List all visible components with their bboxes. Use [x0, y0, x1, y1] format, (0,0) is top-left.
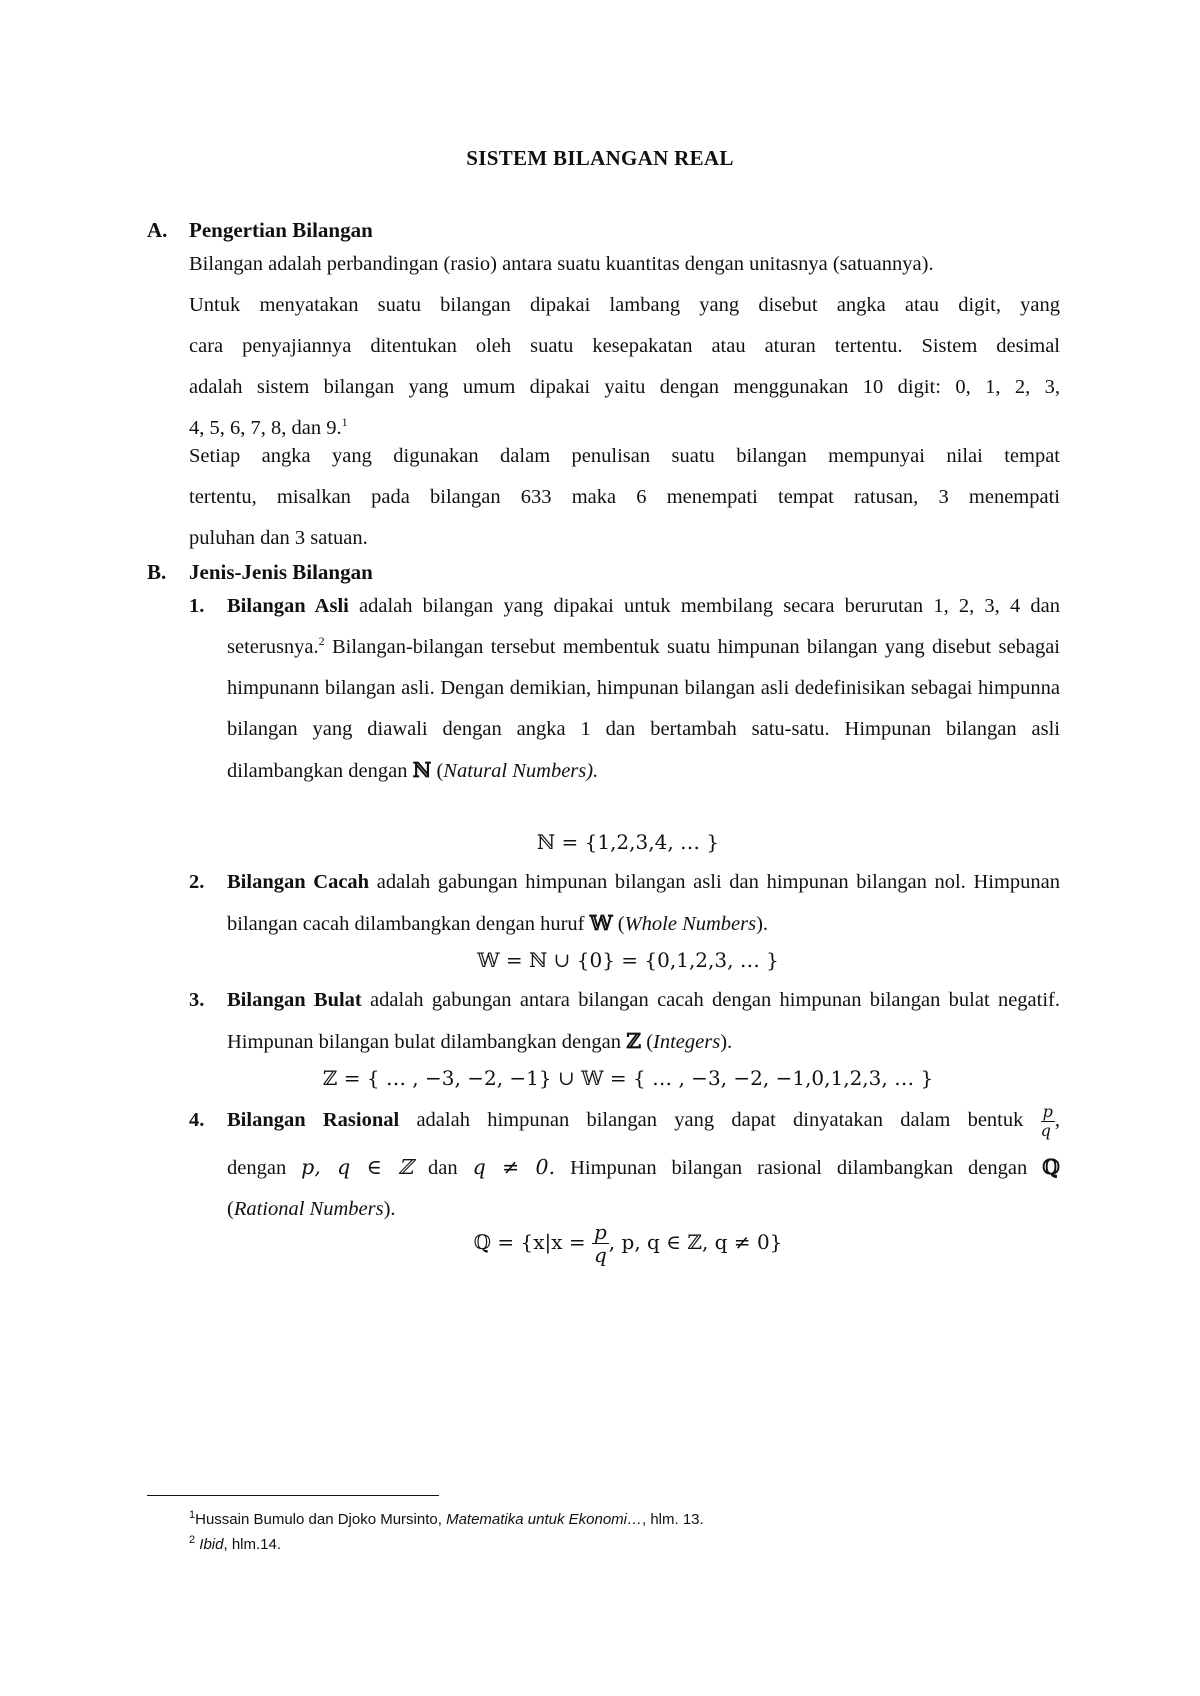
item-text: ). — [383, 1198, 396, 1220]
section-a-paragraph-2 — [189, 436, 1060, 559]
item-text: adalah gabungan himpunan bilangan asli dan himpunan bilangan nol. Himpunan bilangan cacah dilambangkan dengan huruf — [227, 871, 1061, 935]
text-line: puluhan dan 3 satuan. — [189, 527, 368, 549]
item-number: 4. — [189, 1109, 205, 1131]
math-inline: q ≠ 0. — [472, 1155, 556, 1179]
rational-numbers-symbol: ℚ — [1042, 1155, 1061, 1179]
footnote-1 — [189, 1510, 704, 1530]
item-term: Bilangan Asli — [227, 595, 349, 617]
item-text: ). — [756, 913, 769, 935]
math-inline: p, q ∈ ℤ — [301, 1155, 414, 1179]
item-italic: Rational Numbers — [233, 1198, 384, 1220]
footnote-mark: 1 — [189, 1509, 196, 1521]
footnote-ref-1: 1 — [341, 415, 348, 430]
formula-natural: ℕ = {1,2,3,4, … } — [536, 830, 720, 854]
list-item-bilangan-cacah — [189, 862, 1060, 945]
section-b-letter: B. — [147, 560, 167, 584]
item-text: adalah himpunan bilangan yang dapat dinyatakan dalam bentuk — [399, 1109, 1041, 1131]
footnote-ref-2: 2 — [318, 634, 325, 649]
item-text: ( — [227, 1198, 234, 1220]
fraction-denominator: q — [593, 1243, 607, 1267]
text-line: Untuk menyatakan suatu bilangan dipakai lambang yang disebut angka atau digit, yang — [189, 294, 1060, 316]
text-line: 4, 5, 6, 7, 8, dan 9. — [189, 417, 342, 439]
item-text: ). — [720, 1031, 733, 1053]
item-body — [227, 1100, 1060, 1230]
section-b-title: Jenis-Jenis Bilangan — [189, 560, 373, 584]
formula-part: , p, q ∈ ℤ, q ≠ 0} — [608, 1230, 783, 1254]
item-text: , — [1054, 1109, 1060, 1131]
section-a-letter: A. — [147, 218, 168, 242]
item-text: ( — [641, 1031, 654, 1053]
fraction-numerator: p — [593, 1220, 607, 1244]
whole-numbers-symbol: 𝕎 — [589, 911, 613, 935]
footnote-italic: Matematika untuk Ekonomi… — [446, 1511, 642, 1528]
item-text: Bilangan-bilangan tersebut membentuk suatu himpunan bilangan yang disebut sebagai himpunann bilangan asli. Dengan demikian, himpunan bilangan asli dedefinisikan sebagai himpunna bilangan yang diawali dengan angka 1 dan bertambah satu-satu. Himpunan bilangan asli dilambangkan dengan — [227, 636, 1060, 782]
item-text: dengan — [227, 1157, 302, 1179]
footnote-mark: 2 — [189, 1534, 196, 1546]
fraction-numerator: p — [1042, 1101, 1053, 1121]
page-title: SISTEM BILANGAN REAL — [466, 146, 734, 170]
footnote-text: Hussain Bumulo dan Djoko Mursinto, — [195, 1511, 447, 1528]
item-line — [227, 1147, 1060, 1189]
section-b-heading — [147, 560, 373, 585]
footnote-italic: Ibid — [199, 1536, 224, 1553]
formula-part: ℚ = {x|x = — [473, 1230, 592, 1254]
section-a-heading — [147, 218, 373, 243]
item-number: 3. — [189, 989, 205, 1011]
text-line: Setiap angka yang digunakan dalam penulisan suatu bilangan mempunyai nilai tempat — [189, 445, 1060, 467]
item-number: 2. — [189, 871, 205, 893]
footnote-2 — [189, 1535, 281, 1555]
item-body — [227, 586, 1060, 792]
fraction-p-over-q — [592, 1222, 609, 1265]
item-number: 1. — [189, 595, 205, 617]
text-line: adalah sistem bilangan yang umum dipakai yaitu dengan menggunakan 10 digit: 0, 1, 2, 3, — [189, 376, 1060, 398]
item-term: Bilangan Cacah — [227, 871, 370, 893]
formula-whole: 𝕎 = ℕ ∪ {0} = {0,1,2,3, … } — [477, 948, 779, 972]
text-line: cara penyajiannya ditentukan oleh suatu kesepakatan atau aturan tertentu. Sistem desimal — [189, 335, 1060, 357]
item-text: dan — [413, 1157, 473, 1179]
text-line: Bilangan adalah perbandingan (rasio) antara suatu kuantitas dengan unitasnya (satuannya). — [189, 253, 934, 275]
item-text: ( — [612, 913, 625, 935]
item-italic: Natural Numbers). — [443, 760, 599, 782]
item-italic: Integers — [653, 1031, 721, 1053]
integers-symbol: ℤ — [626, 1029, 642, 1053]
natural-numbers-symbol: ℕ — [412, 758, 432, 782]
footnote-text: , hlm.14. — [223, 1536, 282, 1553]
section-a-paragraph-1 — [189, 244, 1060, 449]
fraction-denominator: q — [1040, 1120, 1051, 1140]
item-body — [227, 980, 1060, 1063]
formula-rational — [0, 1222, 1200, 1265]
item-text: adalah gabungan antara bilangan cacah dengan himpunan bilangan bulat negatif. Himpunan bilangan bulat dilambangkan dengan — [227, 989, 1060, 1053]
formula-integers: ℤ = { … , −3, −2, −1} ∪ 𝕎 = { … , −3, −2, −1,0,1,2,3, … } — [322, 1066, 934, 1090]
item-term: Bilangan Bulat — [227, 989, 362, 1011]
section-a-title: Pengertian Bilangan — [189, 218, 373, 242]
list-item-bilangan-asli — [189, 586, 1060, 792]
text-line: tertentu, misalkan pada bilangan 633 maka 6 menempati tempat ratusan, 3 menempati — [189, 486, 1060, 508]
item-term: Bilangan Rasional — [227, 1109, 400, 1131]
item-text: Himpunan bilangan rasional dilambangkan dengan — [555, 1157, 1043, 1179]
footnote-text: , hlm. 13. — [642, 1511, 704, 1528]
footnote-separator — [147, 1495, 439, 1496]
item-text: ( — [431, 760, 444, 782]
list-item-bilangan-bulat — [189, 980, 1060, 1063]
item-line — [227, 1100, 1060, 1141]
item-body — [227, 862, 1060, 945]
item-text: adalah bilangan yang dipakai untuk membilang secara berurutan 1, 2, 3, 4 dan seterusnya. — [227, 595, 1060, 658]
item-italic: Whole Numbers — [624, 913, 757, 935]
fraction-p-over-q — [1040, 1101, 1055, 1140]
list-item-bilangan-rasional — [189, 1100, 1060, 1230]
